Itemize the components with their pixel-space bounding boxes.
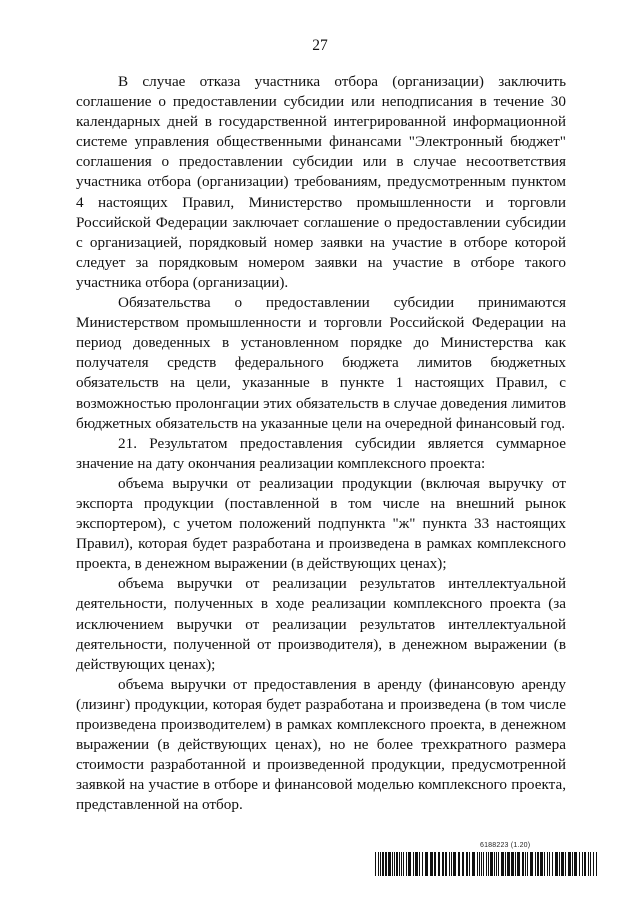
- paragraph-21-result: 21. Результатом предоставления субсидии является суммарное значение на дату окончания реализации комплексного проекта:: [76, 434, 566, 472]
- paragraph-revenue-products: объема выручки от реализации продукции (включая выручку от экспорта продукции (поставленной в том числе на внешний рынок экспортером), с учетом положений подпункта "ж" пункта 33 настоящих Правил), которая будет разработана и произведена в рамках комплексного проекта, в денежном выражении (в действующих ценах);: [76, 474, 566, 573]
- document-body: [76, 72, 566, 815]
- paragraph-revenue-leasing: объема выручки от предоставления в аренду (финансовую аренду (лизинг) продукции, которая будет разработана и произведена (в том числе произведена производителем) в рамках комплексного проекта, в денежном выражении (в действующих ценах), но не более трехкратного размера стоимости разработанной и произведенной продукции, предусмотренной заявкой на участие в отборе и финансовой моделью комплексного проекта, представленной на отбор.: [76, 675, 566, 814]
- page-number: 27: [312, 37, 328, 54]
- paragraph-revenue-ip: объема выручки от реализации результатов интеллектуальной деятельности, полученных в ходе реализации комплексного проекта (за исключением выручки от реализации результатов интеллектуальной деятельности, полученной от производителя), в денежном выражении (в действующих ценах);: [76, 575, 566, 673]
- barcode-image: [375, 852, 597, 876]
- paragraph-obligations: Обязательства о предоставлении субсидии принимаются Министерством промышленности и торговли Российской Федерации на период доведенных в установленном порядке до Министерства как получателя средств федерального бюджета лимитов бюджетных обязательств на цели, указанные в пункте 1 настоящих Правил, с возможностью пролонгации этих обязательств в случае доведения лимитов бюджетных обязательств на указанные цели на очередной финансовый год.: [76, 294, 566, 432]
- document-code: 6188223 (1.20): [480, 842, 531, 849]
- paragraph-refusal: В случае отказа участника отбора (организации) заключить соглашение о предоставлении субсидии или неподписания в течение 30 календарных дней в государственной интегрированной информационной системе управления общественными финансами "Электронный бюджет" соглашения о предоставлении субсидии или в случае несоответствия участника отбора (организации) требованиям, предусмотренным пунктом 4 настоящих Правил, Министерство промышленности и торговли Российской Федерации заключает соглашение о предоставлении субсидии с организацией, порядковый номер заявки на участие в отборе которой следует за порядковым номером заявки на участие в отборе такого участника отбора (организации).: [76, 73, 566, 291]
